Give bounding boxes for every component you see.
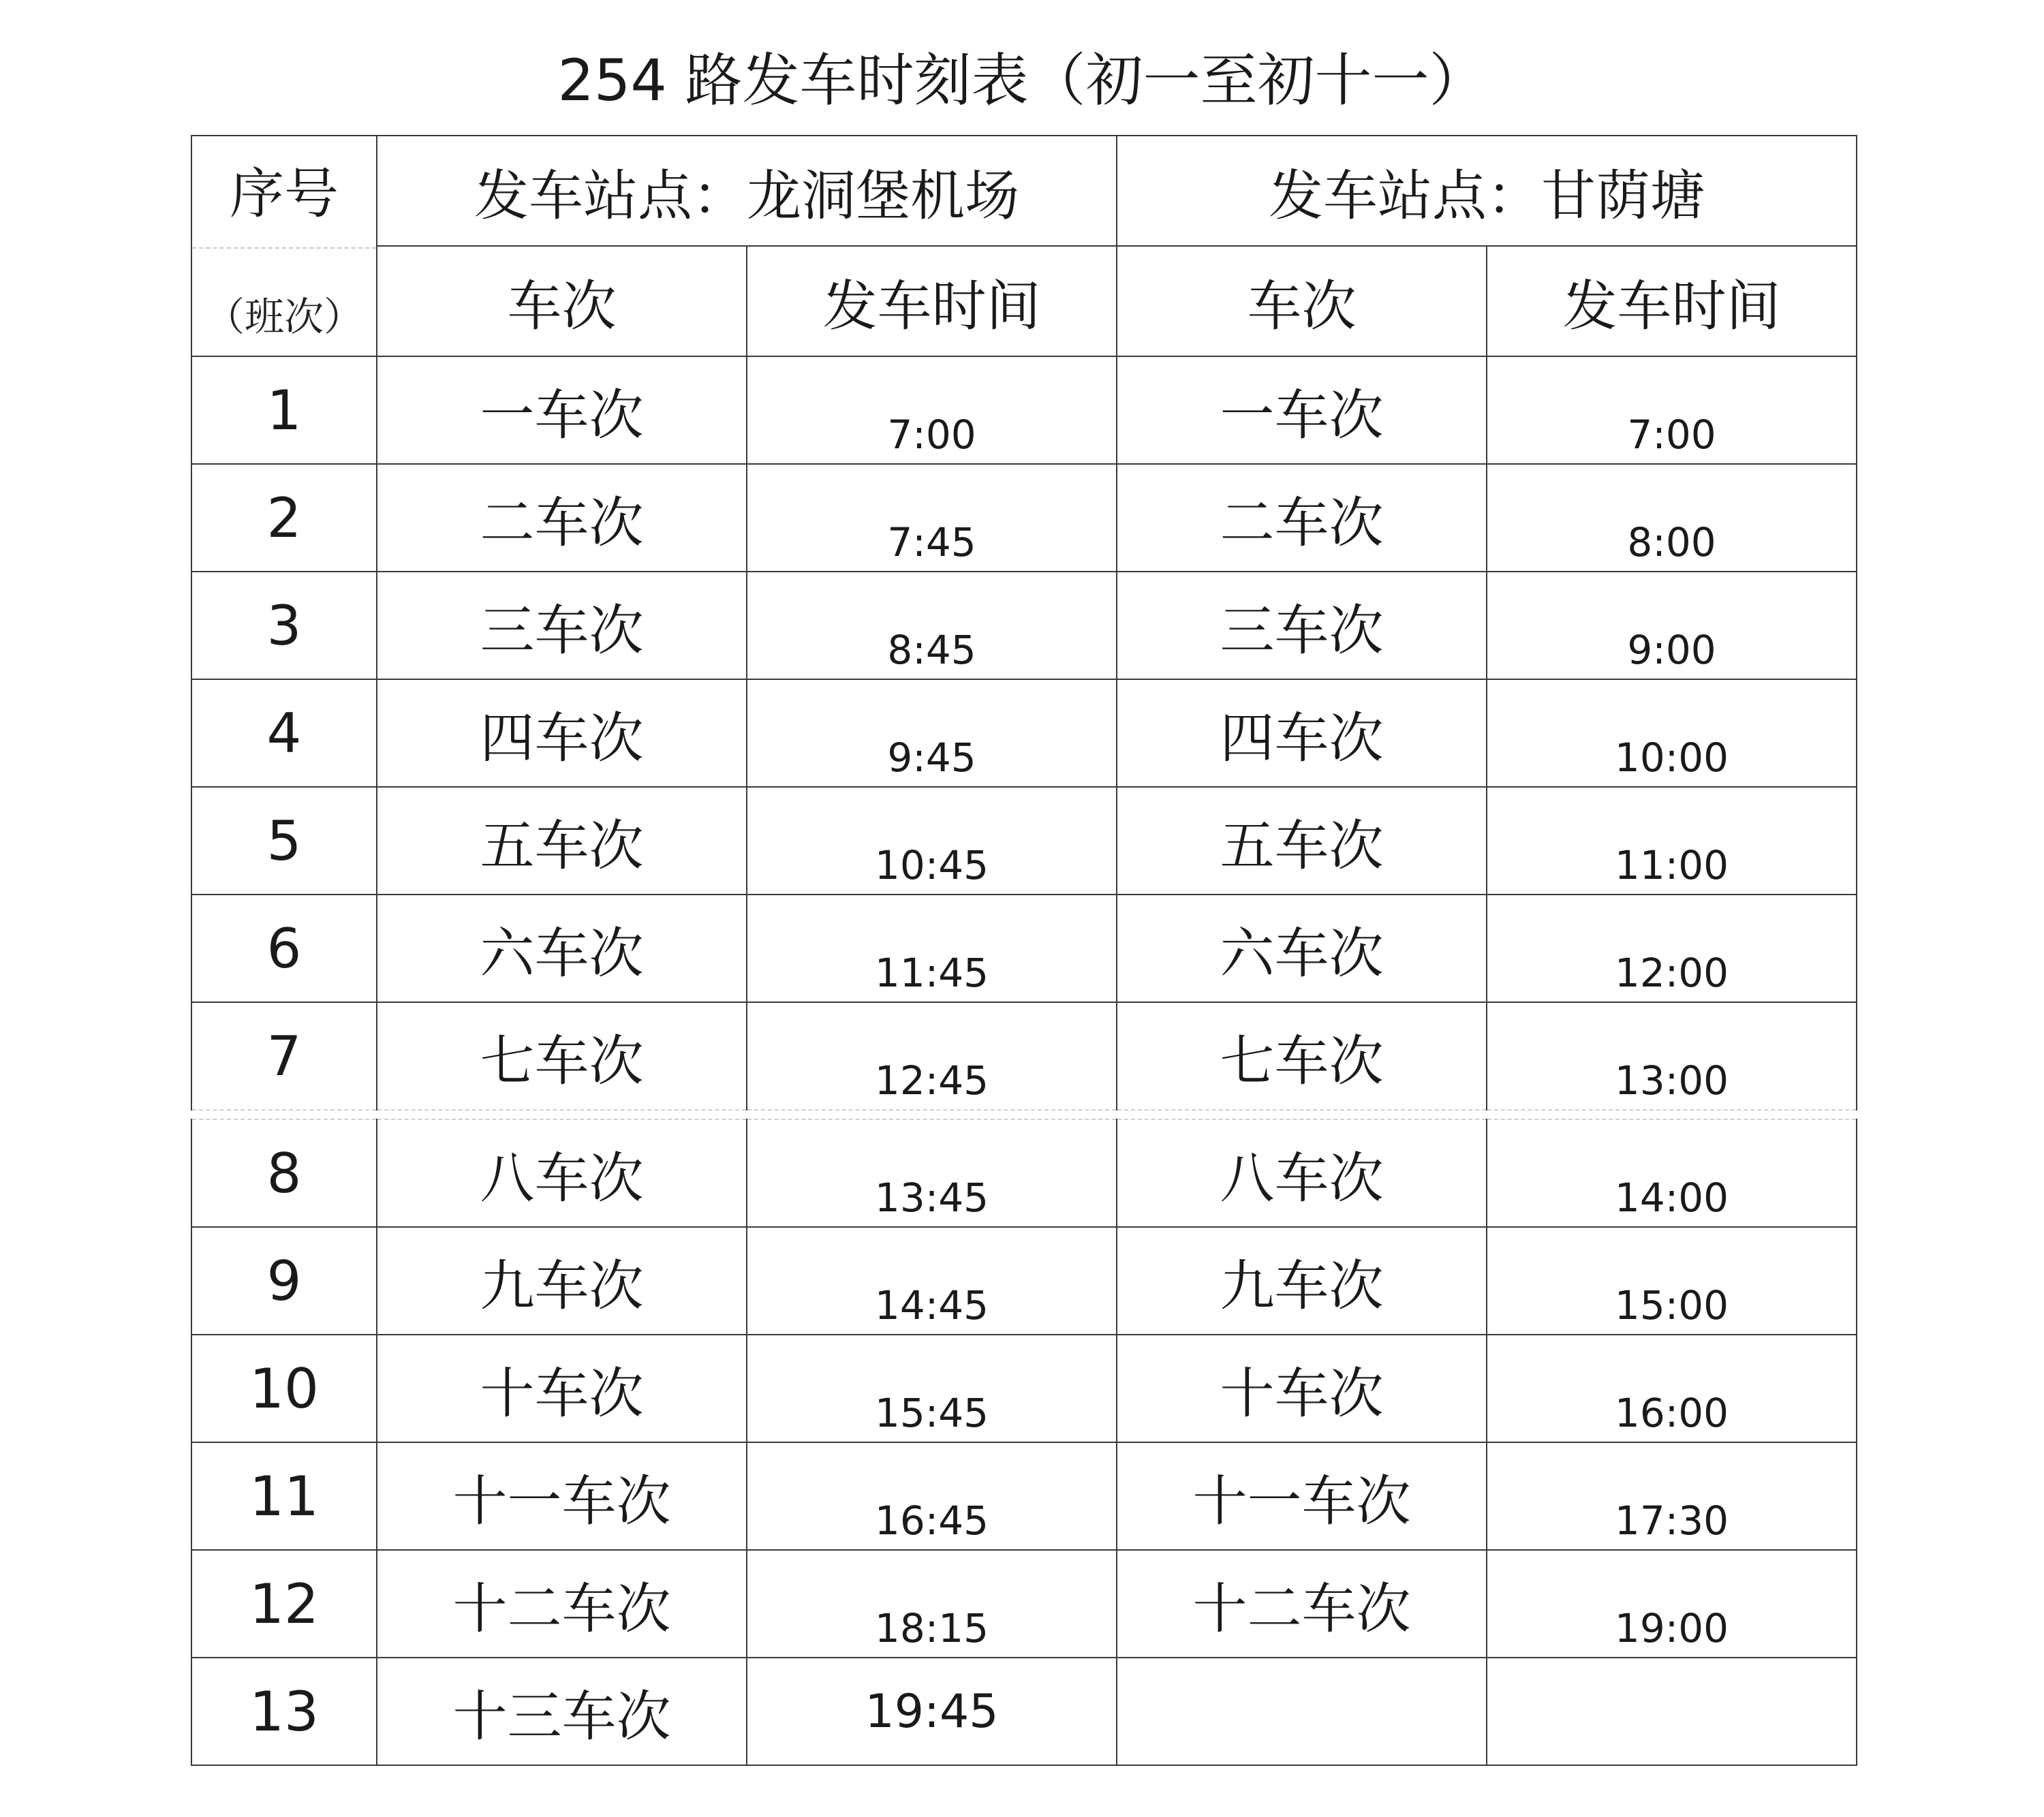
row-seq: 9	[191, 1227, 377, 1335]
row-station-b-trip: 四车次	[1117, 679, 1487, 787]
row-station-a-trip: 十三车次	[377, 1658, 747, 1765]
row-station-b-time: 13:00	[1487, 1002, 1857, 1110]
row-station-b-trip	[1117, 1658, 1487, 1765]
table-row	[191, 1335, 1857, 1442]
header-row-columns	[191, 246, 1857, 356]
row-station-b-trip: 三车次	[1117, 572, 1487, 679]
row-station-b-time: 14:00	[1487, 1119, 1857, 1227]
row-station-a-time: 8:45	[747, 572, 1117, 679]
station-b-trip-header: 车次	[1117, 246, 1487, 356]
row-seq: 1	[191, 356, 377, 464]
row-station-b-trip: 一车次	[1117, 356, 1487, 464]
page-break-gap-cell	[191, 1110, 377, 1119]
table-row	[191, 572, 1857, 679]
row-station-b-time: 17:30	[1487, 1442, 1857, 1550]
row-station-b-time: 8:00	[1487, 464, 1857, 572]
row-station-b-trip: 六车次	[1117, 895, 1487, 1002]
row-station-b-time: 11:00	[1487, 787, 1857, 895]
row-station-a-trip: 五车次	[377, 787, 747, 895]
row-station-a-time: 19:45	[747, 1658, 1117, 1765]
row-station-a-time: 18:15	[747, 1550, 1117, 1658]
row-seq: 8	[191, 1119, 377, 1227]
row-station-b-trip: 五车次	[1117, 787, 1487, 895]
page-break-gap-cell	[747, 1110, 1117, 1119]
seq-header-cell	[191, 136, 377, 356]
row-seq: 13	[191, 1658, 377, 1765]
page-break-gap	[191, 1110, 1857, 1119]
row-station-a-time: 12:45	[747, 1002, 1117, 1110]
station-b-time-header: 发车时间	[1487, 246, 1857, 356]
row-station-a-time: 9:45	[747, 679, 1117, 787]
table-row	[191, 1227, 1857, 1335]
table-row	[191, 1550, 1857, 1658]
row-station-b-trip: 十二车次	[1117, 1550, 1487, 1658]
row-station-a-trip: 一车次	[377, 356, 747, 464]
table-row	[191, 787, 1857, 895]
row-station-b-time: 7:00	[1487, 356, 1857, 464]
row-seq: 7	[191, 1002, 377, 1110]
page-break-gap-cell	[377, 1110, 747, 1119]
row-station-a-trip: 九车次	[377, 1227, 747, 1335]
row-station-b-time: 16:00	[1487, 1335, 1857, 1442]
table-row	[191, 464, 1857, 572]
row-station-a-time: 16:45	[747, 1442, 1117, 1550]
row-seq: 3	[191, 572, 377, 679]
table-row	[191, 1002, 1857, 1110]
row-station-b-trip: 二车次	[1117, 464, 1487, 572]
row-station-a-time: 10:45	[747, 787, 1117, 895]
row-seq: 5	[191, 787, 377, 895]
row-station-b-trip: 十一车次	[1117, 1442, 1487, 1550]
row-seq: 12	[191, 1550, 377, 1658]
row-seq: 10	[191, 1335, 377, 1442]
row-station-a-time: 13:45	[747, 1119, 1117, 1227]
table-row	[191, 356, 1857, 464]
table-row	[191, 1658, 1857, 1765]
page-break-gap-cell	[1487, 1110, 1857, 1119]
station-a-trip-header: 车次	[377, 246, 747, 356]
row-station-a-trip: 八车次	[377, 1119, 747, 1227]
row-seq: 2	[191, 464, 377, 572]
seq-header-label: 序号	[230, 162, 339, 226]
row-station-a-trip: 三车次	[377, 572, 747, 679]
row-station-b-time	[1487, 1658, 1857, 1765]
row-station-a-time: 11:45	[747, 895, 1117, 1002]
station-a-time-header: 发车时间	[747, 246, 1117, 356]
table-row	[191, 895, 1857, 1002]
seq-header-sublabel: （班次）	[204, 294, 363, 340]
table-row	[191, 1119, 1857, 1227]
row-station-b-trip: 九车次	[1117, 1227, 1487, 1335]
row-seq: 6	[191, 895, 377, 1002]
row-station-b-time: 19:00	[1487, 1550, 1857, 1658]
row-station-b-trip: 七车次	[1117, 1002, 1487, 1110]
row-station-b-trip: 八车次	[1117, 1119, 1487, 1227]
seq-header-divider	[192, 247, 376, 249]
page-break-gap-cell	[1117, 1110, 1487, 1119]
page-title: 254 路发车时刻表（初一至初十一）	[557, 47, 1487, 114]
row-station-b-time: 9:00	[1487, 572, 1857, 679]
schedule-body	[191, 136, 1857, 1765]
row-seq: 11	[191, 1442, 377, 1550]
row-station-a-trip: 二车次	[377, 464, 747, 572]
row-station-a-trip: 十车次	[377, 1335, 747, 1442]
row-station-b-time: 10:00	[1487, 679, 1857, 787]
station-a-header: 发车站点：龙洞堡机场	[377, 136, 1117, 246]
station-b-header: 发车站点：甘荫塘	[1117, 136, 1857, 246]
row-station-a-time: 14:45	[747, 1227, 1117, 1335]
table-row	[191, 679, 1857, 787]
table-row	[191, 1442, 1857, 1550]
row-station-a-trip: 六车次	[377, 895, 747, 1002]
row-station-a-trip: 四车次	[377, 679, 747, 787]
row-station-a-time: 7:45	[747, 464, 1117, 572]
schedule-table	[191, 135, 1857, 1766]
row-seq: 4	[191, 679, 377, 787]
row-station-a-trip: 十二车次	[377, 1550, 747, 1658]
row-station-a-time: 7:00	[747, 356, 1117, 464]
row-station-a-trip: 七车次	[377, 1002, 747, 1110]
row-station-a-trip: 十一车次	[377, 1442, 747, 1550]
row-station-b-time: 15:00	[1487, 1227, 1857, 1335]
row-station-b-time: 12:00	[1487, 895, 1857, 1002]
header-row-stations	[191, 136, 1857, 246]
row-station-b-trip: 十车次	[1117, 1335, 1487, 1442]
row-station-a-time: 15:45	[747, 1335, 1117, 1442]
